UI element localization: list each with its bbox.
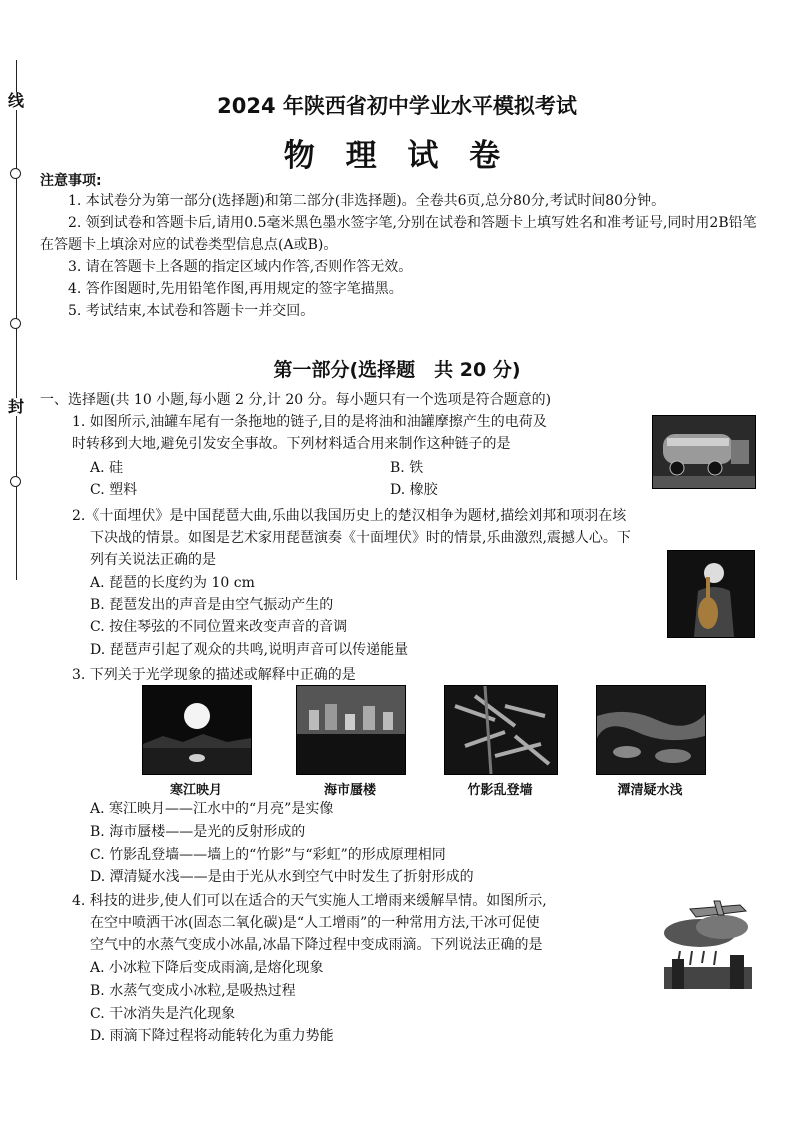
option: B. 琵琶发出的声音是由空气振动产生的 [90,597,334,613]
margin-label-seal: 封 [8,397,25,416]
mirage-city-icon [297,686,405,774]
image-caption: 潭清疑水浅 [617,783,683,798]
mirage-photo [296,685,406,775]
notice-item: 4. 答作图题时,先用铅笔作图,再用规定的签字笔描黑。 [68,281,403,297]
question-stem-line: 下决战的情景。如图是艺术家用琵琶演奏《十面埋伏》时的情景,乐曲激烈,震撼人心。下 [90,530,631,546]
option: A. 寒江映月——江水中的“月亮”是实像 [90,801,334,817]
notice-list [40,190,758,322]
option: B. 海市蜃楼——是光的反射形成的 [90,824,306,840]
option: C. 按住琴弦的不同位置来改变声音的音调 [90,619,348,635]
margin-label-line: 线 [8,91,25,110]
tanker-truck-icon [653,416,755,488]
option: B. 铁 [390,460,424,476]
image-caption: 海市蜃楼 [323,783,376,798]
image-caption: 寒江映月 [169,783,222,798]
question-stem-line: 空气中的水蒸气变成小冰晶,冰晶下降过程中变成雨滴。下列说法正确的是 [90,937,543,953]
option: D. 雨滴下降过程将动能转化为重力势能 [90,1028,334,1044]
notice-heading: 注意事项: [40,173,102,189]
notice-item: 1. 本试卷分为第一部分(选择题)和第二部分(非选择题)。全卷共6页,总分80分,考试时间80分钟。 [68,193,666,209]
margin-hole [10,476,21,487]
question-stem-line: 3. 下列关于光学现象的描述或解释中正确的是 [72,667,356,683]
question-stem-line: 时转移到大地,避免引发安全事故。下列材料适合用来制作这种链子的是 [72,436,511,452]
cloud-seeding-illustration [660,893,756,989]
question-stem-line: 2.《十面埋伏》是中国琵琶大曲,乐曲以我国历史上的楚汉相争为题材,描绘刘邦和项羽在垓 [72,508,627,524]
option: D. 橡胶 [390,482,438,498]
option: D. 琵琶声引起了观众的共鸣,说明声音可以传递能量 [90,642,409,658]
bamboo-leaves-icon [445,686,557,774]
option: B. 水蒸气变成小冰粒,是吸热过程 [90,983,296,999]
part-title: 第一部分(选择题 共 20 分) [273,359,521,381]
subject-title: 物 理 试 卷 [283,138,511,174]
option: C. 竹影乱登墙——墙上的“竹影”与“彩虹”的形成原理相同 [90,847,446,863]
question-stem-line: 1. 如图所示,油罐车尾有一条拖地的链子,目的是将油和油罐摩擦产生的电荷及 [72,414,547,430]
pipa-performer-photo [667,550,755,638]
question-stem-line: 列有关说法正确的是 [90,552,216,568]
clear-water-icon [597,686,705,774]
image-caption: 竹影乱登墙 [467,783,533,798]
exam-title: 2024 年陕西省初中学业水平模拟考试 [217,94,577,118]
option: A. 小冰粒下降后变成雨滴,是熔化现象 [90,960,324,976]
bamboo-shadow-photo [444,685,558,775]
question-stem-line: 4. 科技的进步,使人们可以在适合的天气实施人工增雨来缓解旱情。如图所示, [72,893,547,909]
option: A. 琵琶的长度约为 10 cm [90,575,255,591]
tanker-truck-photo [652,415,756,489]
notice-item: 3. 请在答题卡上各题的指定区域内作答,否则作答无效。 [68,259,413,275]
moon-reflection-icon [143,686,251,774]
section-heading: 一、选择题(共 10 小题,每小题 2 分,计 20 分。每小题只有一个选项是符合题意的) [40,392,552,408]
option: C. 干冰消失是汽化现象 [90,1006,236,1022]
notice-item: 2. 领到试卷和答题卡后,请用0.5毫米黑色墨水签字笔,分别在试卷和答题卡上填写姓名和准考证号,同时用2B铅笔在答题卡上填涂对应的试卷类型信息点(A或B)。 [40,215,757,253]
option: D. 潭清疑水浅——是由于光从水到空气中时发生了折射形成的 [90,869,474,885]
option: C. 塑料 [90,482,138,498]
notice-item: 5. 考试结束,本试卷和答题卡一并交回。 [68,303,315,319]
clear-pool-photo [596,685,706,775]
pipa-performer-icon [668,551,754,637]
airplane-cloud-icon [660,893,756,989]
question-stem-line: 在空中喷洒干冰(固态二氧化碳)是“人工增雨”的一种常用方法,干冰可促使 [90,915,540,931]
moon-river-photo [142,685,252,775]
margin-hole [10,318,21,329]
option: A. 硅 [90,460,124,476]
